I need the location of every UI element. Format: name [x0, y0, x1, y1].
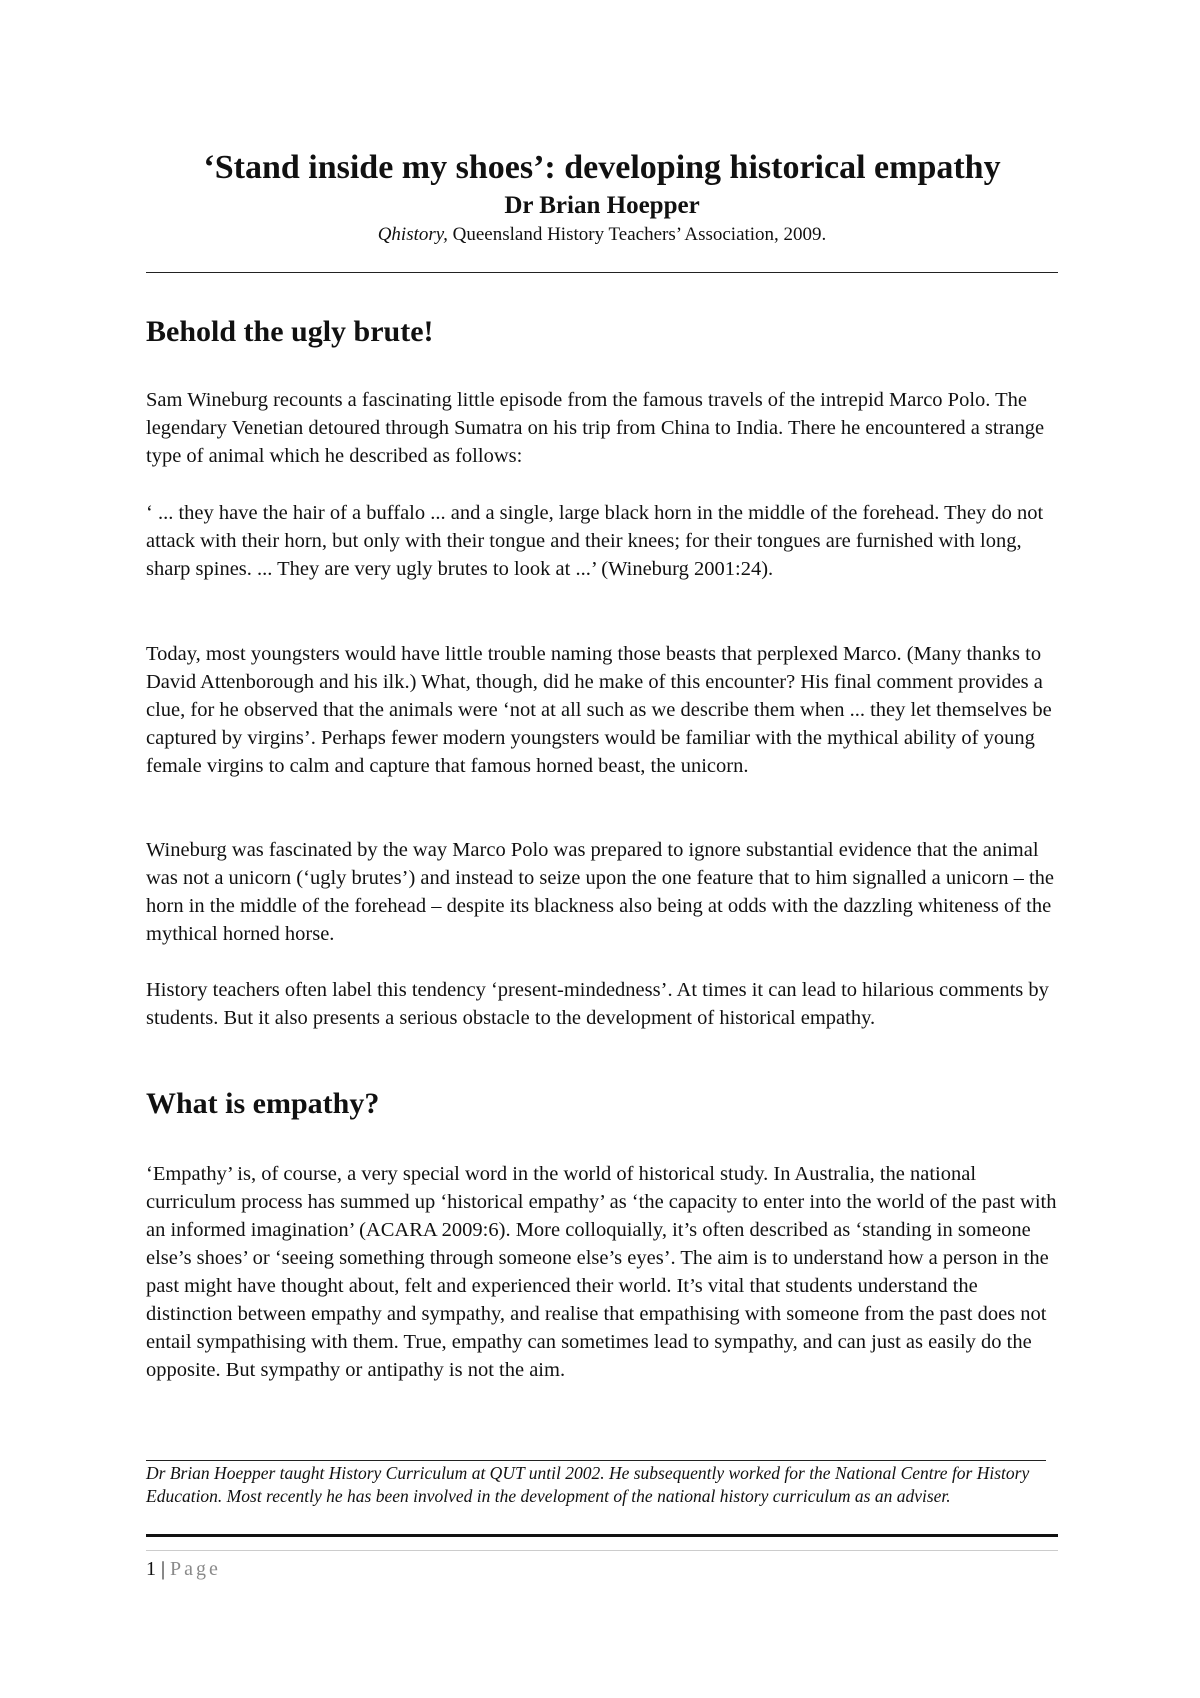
author-footnote: Dr Brian Hoepper taught History Curriculum at QUT until 2002. He subsequently worked for the National Centre for History Education. Most recently he has been involved in the development of the national history curriculum as an adviser. — [146, 1463, 1030, 1506]
footnote-divider — [146, 1460, 1046, 1461]
section-heading-behold: Behold the ugly brute! — [146, 315, 434, 348]
publication-source — [146, 222, 1058, 248]
section-heading-empathy: What is empathy? — [146, 1087, 380, 1120]
page-separator: | — [156, 1558, 171, 1580]
paragraph-quote: ‘ ... they have the hair of a buffalo ... and a single, large black horn in the middle of the forehead. They do not attack with their horn, but only with their tongue and their knees; for their tongues are furnished with long, sharp spines. ... They are very ugly brutes to look at ...’ (Wineburg 2001:24). — [146, 502, 1044, 580]
paragraph: Today, most youngsters would have little trouble naming those beasts that perplexed Marco. (Many thanks to David Attenborough and his ilk.) What, though, did he make of this encounter? His final comment provides a clue, for he observed that the animals were ‘not at all such as we describe them when ... they let themselves be captured by virgins’. Perhaps fewer modern youngsters would be familiar with the mythical ability of young female virgins to calm and capture that famous horned beast, the unicorn. — [146, 643, 1052, 777]
page-footer — [146, 1555, 221, 1583]
document-page — [146, 0, 1058, 1698]
paragraph: Wineburg was fascinated by the way Marco Polo was prepared to ignore substantial evidence that the animal was not a unicorn (‘ugly brutes’) and instead to seize upon the one feature that to him signalled a unicorn – the horn in the middle of the forehead – despite its blackness also being at odds with the dazzling whiteness of the mythical horned horse. — [146, 839, 1054, 945]
publication-details: Queensland History Teachers’ Association, 2009. — [447, 224, 827, 245]
page-number: 1 — [146, 1558, 156, 1580]
paragraph: Sam Wineburg recounts a fascinating little episode from the famous travels of the intrepid Marco Polo. The legendary Venetian detoured through Sumatra on his trip from China to India. There he encountered a strange type of animal which he described as follows: — [146, 389, 1045, 467]
title-divider — [146, 272, 1058, 273]
paragraph: ‘Empathy’ is, of course, a very special word in the world of historical study. In Australia, the national curriculum process has summed up ‘historical empathy’ as ‘the capacity to enter into the world of the past with an informed imagination’ (ACARA 2009:6). More colloquially, it’s often described as ‘standing in someone else’s shoes’ or ‘seeing something through someone else’s eyes’. The aim is to understand how a person in the past might have thought about, felt and experienced their world. It’s vital that students understand the distinction between empathy and sympathy, and realise that empathising with someone from the past does not entail sympathising with them. True, empathy can sometimes lead to sympathy, and can just as easily do the opposite. But sympathy or antipathy is not the aim. — [146, 1163, 1057, 1381]
publication-name: Qhistory, — [377, 224, 448, 245]
paragraph: History teachers often label this tendency ‘present-mindedness’. At times it can lead to hilarious comments by students. But it also presents a serious obstacle to the development of historical empathy. — [146, 979, 1049, 1029]
footer-divider-thin — [146, 1550, 1058, 1551]
author-name: Dr Brian Hoepper — [504, 192, 700, 219]
document-title: ‘Stand inside my shoes’: developing historical empathy — [203, 149, 1001, 186]
footer-divider-thick — [146, 1534, 1058, 1537]
page-label: Page — [170, 1558, 221, 1580]
